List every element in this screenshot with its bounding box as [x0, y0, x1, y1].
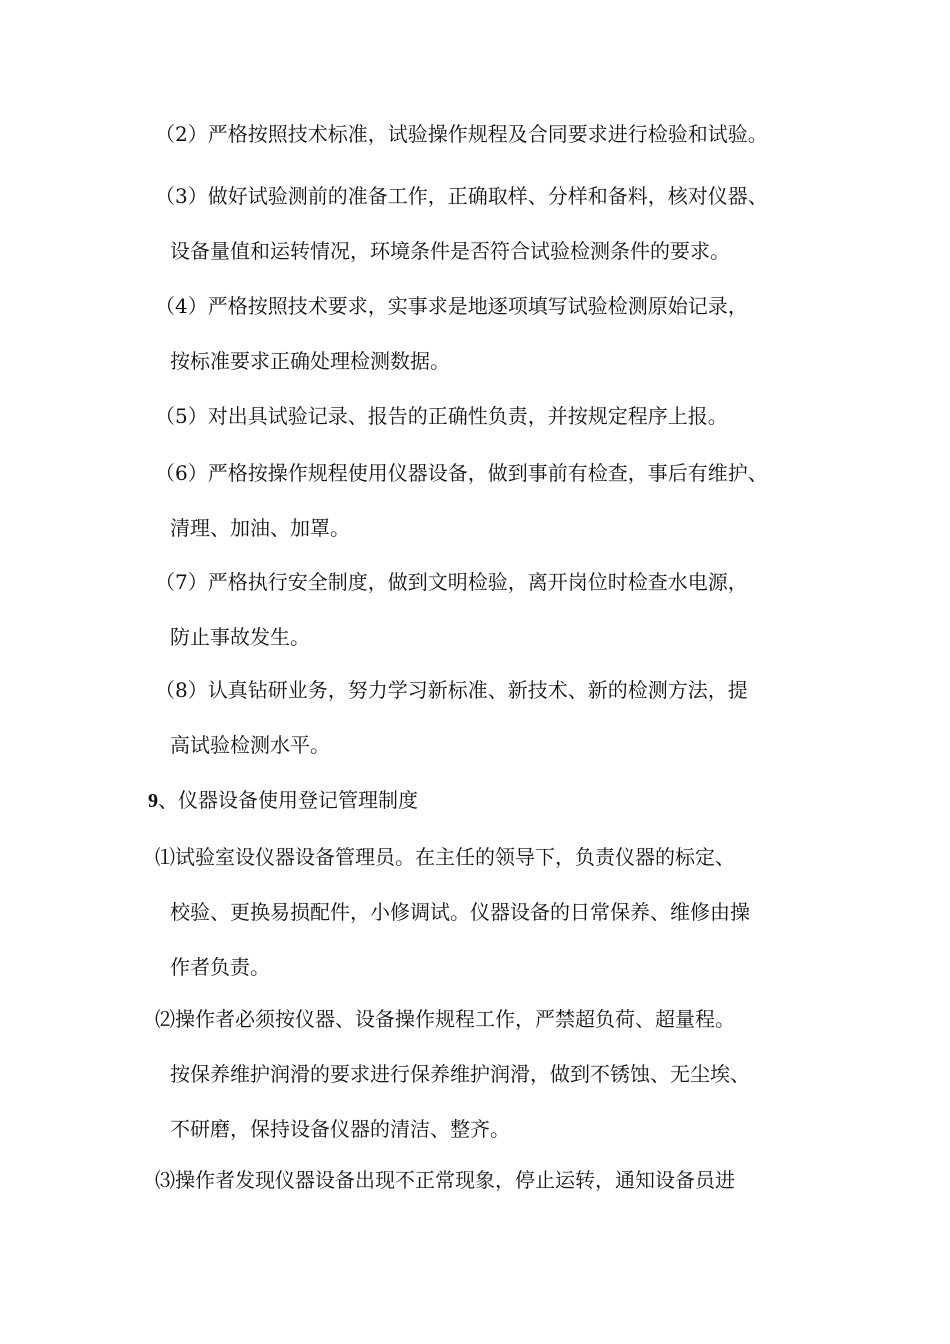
paragraph-line: （2）严格按照技术标准，试验操作规程及合同要求进行检验和试验。: [155, 122, 768, 146]
section-number: 9: [148, 790, 158, 812]
paragraph-line: ⑶操作者发现仪器设备出现不正常现象，停止运转，通知设备员进: [155, 1168, 735, 1192]
paragraph-4: [155, 279, 825, 389]
paragraph-6: [155, 446, 825, 556]
paragraph-line: ⑵操作者必须按仪器、设备操作规程工作，严禁超负荷、超量程。: [155, 1007, 735, 1031]
paragraph-line: 防止事故发生。: [170, 625, 310, 649]
section-title: 、仪器设备使用登记管理制度: [158, 788, 418, 812]
paragraph-line: （5）对出具试验记录、报告的正确性负责，并按规定程序上报。: [155, 404, 728, 428]
paragraph-line: 按保养维护润滑的要求进行保养维护润滑，做到不锈蚀、无尘埃、: [170, 1062, 750, 1086]
paragraph-8: [155, 663, 825, 773]
section-heading: [148, 773, 418, 829]
paragraph-line: 清理、加油、加罩。: [170, 516, 350, 540]
paragraph-2: [155, 107, 825, 162]
paragraph-line: （6）严格按操作规程使用仪器设备，做到事前有检查，事后有维护、: [155, 461, 768, 485]
rule-paragraph-2: [155, 992, 825, 1157]
paragraph-line: 高试验检测水平。: [170, 733, 330, 757]
paragraph-5: [155, 389, 825, 444]
rule-paragraph-1: [155, 830, 825, 995]
paragraph-line: 设备量值和运转情况，环境条件是否符合试验检测条件的要求。: [170, 239, 730, 263]
paragraph-line: 不研磨，保持设备仪器的清洁、整齐。: [170, 1117, 510, 1141]
paragraph-line: 校验、更换易损配件，小修调试。仪器设备的日常保养、维修由操: [170, 900, 750, 924]
paragraph-3: [155, 169, 825, 279]
paragraph-line: 按标准要求正确处理检测数据。: [170, 349, 450, 373]
paragraph-line: （3）做好试验测前的准备工作，正确取样、分样和备料，核对仪器、: [155, 184, 768, 208]
paragraph-line: 作者负责。: [170, 955, 270, 979]
paragraph-line: （8）认真钻研业务，努力学习新标准、新技术、新的检测方法，提: [155, 678, 748, 702]
paragraph-line: （4）严格按照技术要求，实事求是地逐项填写试验检测原始记录，: [155, 294, 748, 318]
rule-paragraph-3: [155, 1153, 825, 1208]
paragraph-line: ⑴试验室设仪器设备管理员。在主任的领导下，负责仪器的标定、: [155, 845, 735, 869]
paragraph-line: （7）严格执行安全制度，做到文明检验，离开岗位时检查水电源，: [155, 570, 748, 594]
paragraph-7: [155, 555, 825, 665]
